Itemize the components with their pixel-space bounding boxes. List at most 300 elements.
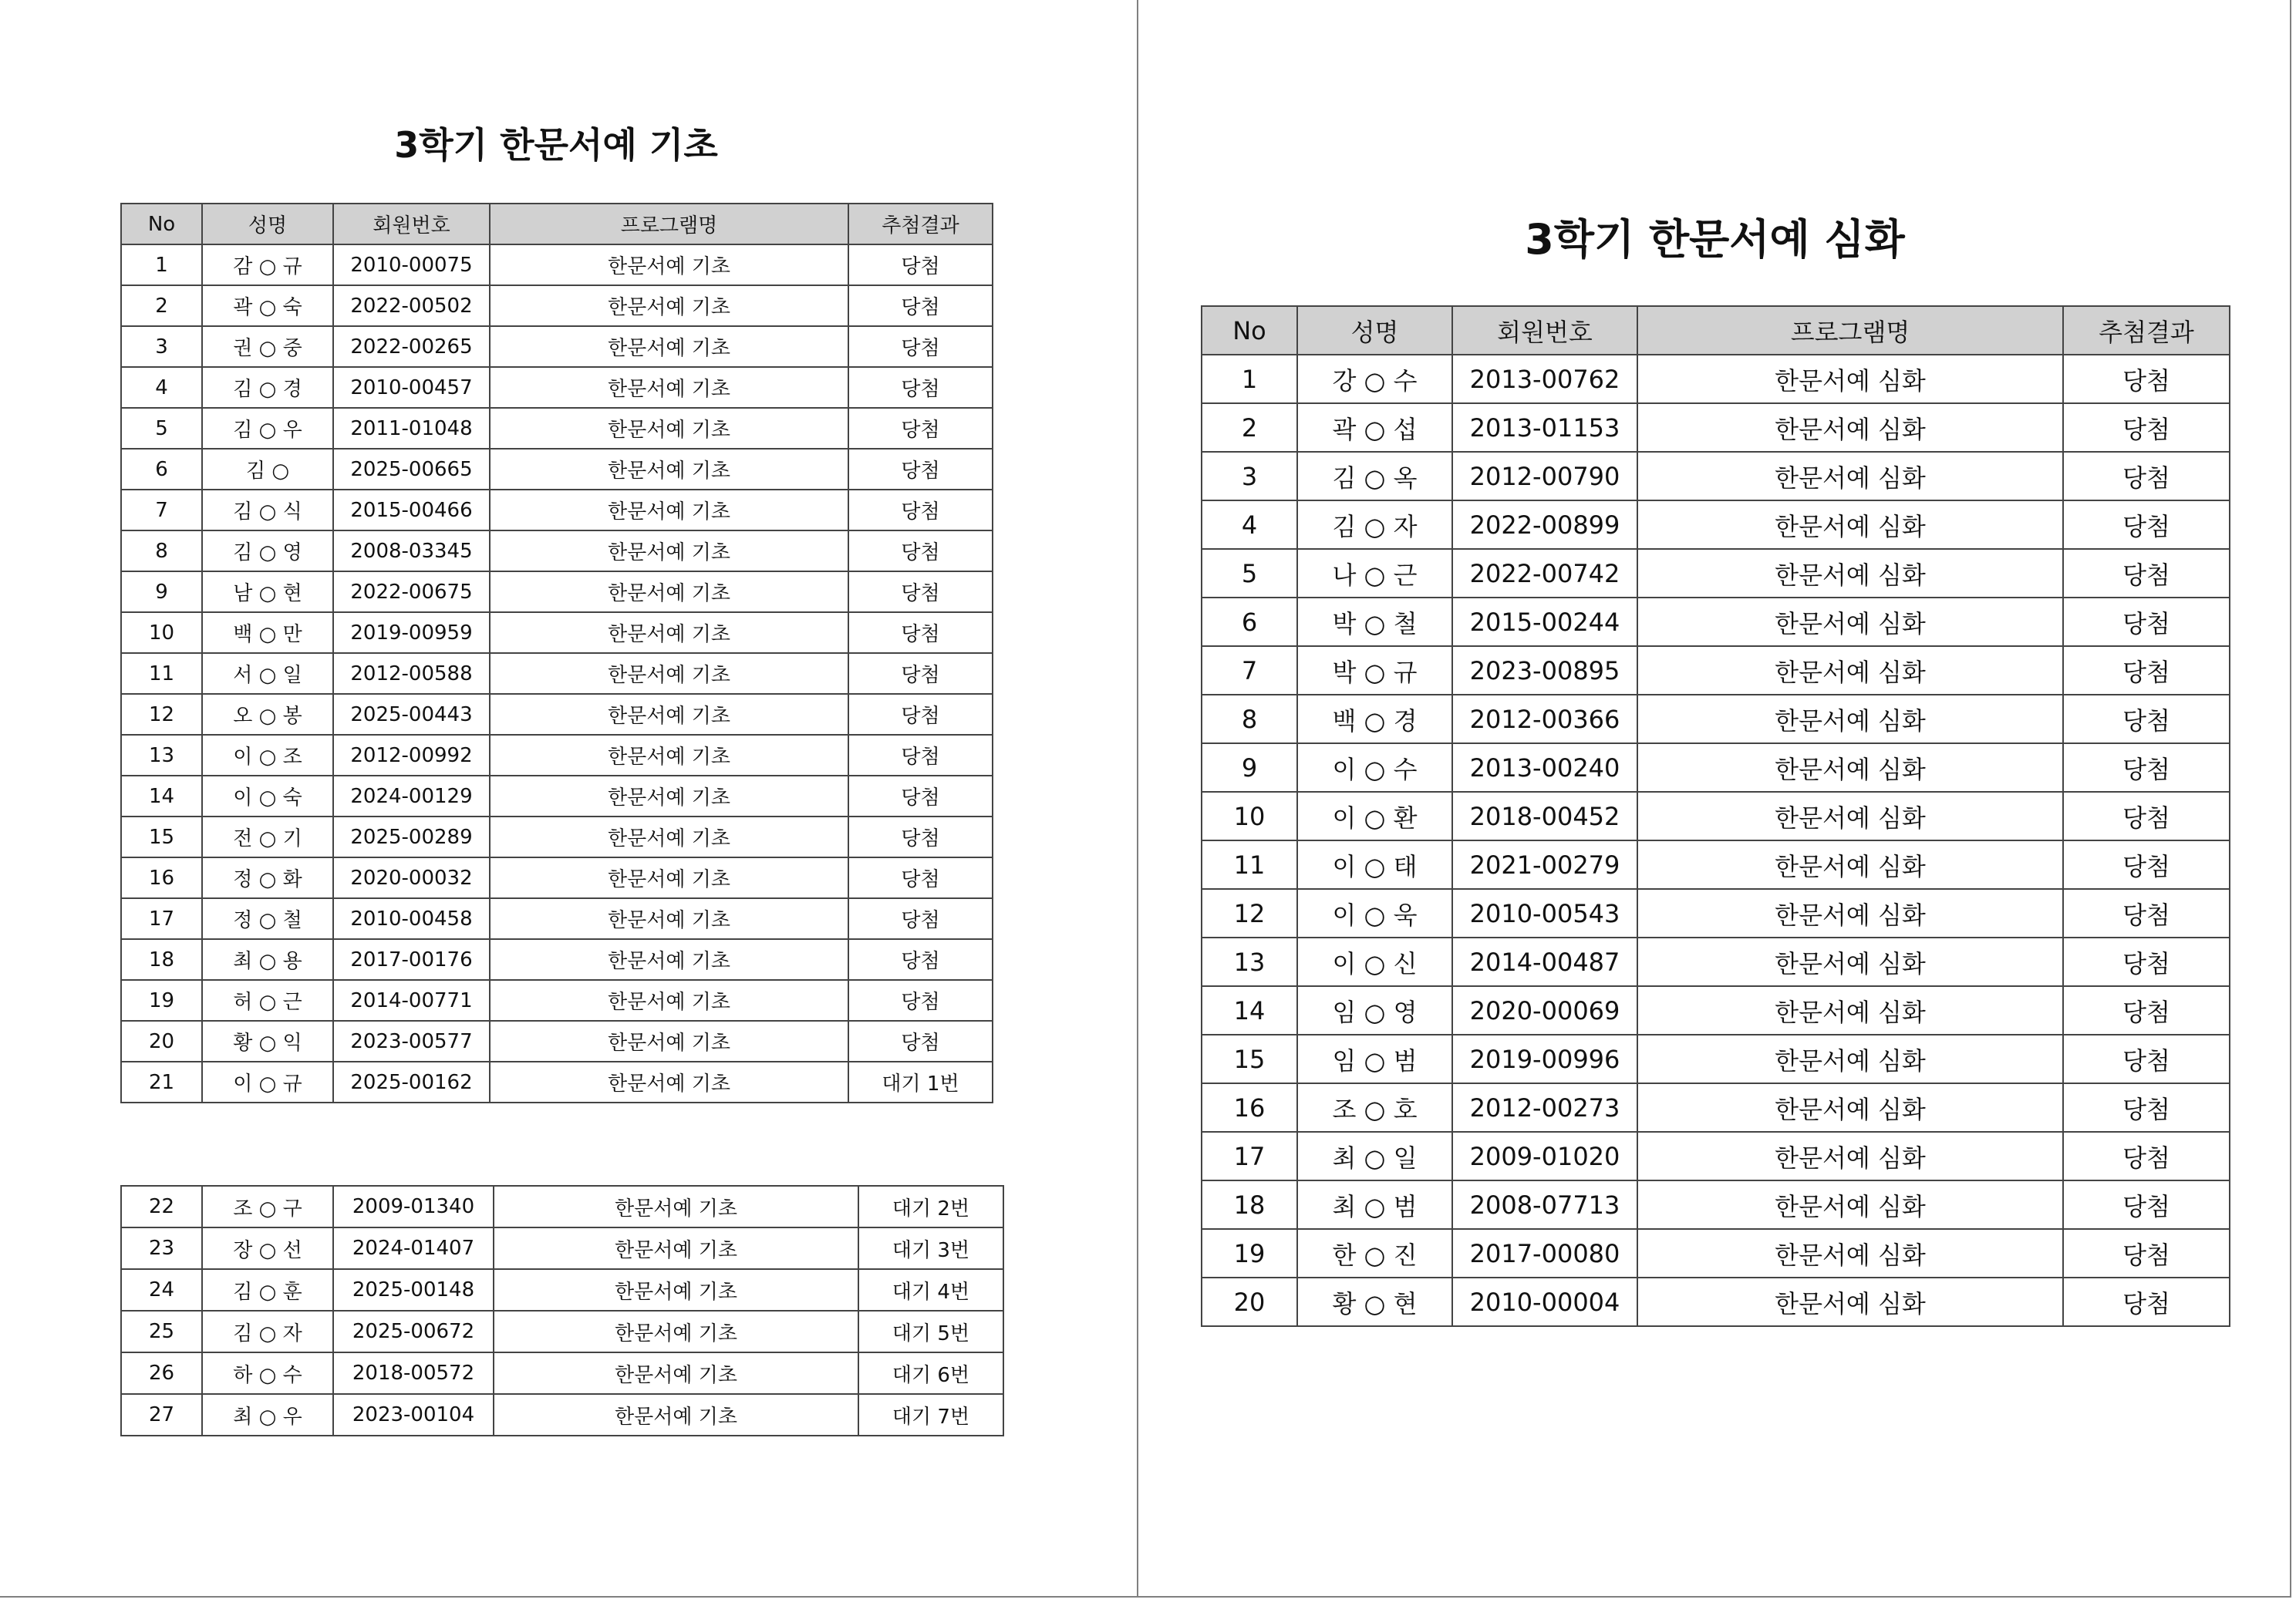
table-row <box>1202 646 2230 695</box>
cell-program: 한문서예 기초 <box>494 1269 858 1311</box>
table-row <box>121 735 993 776</box>
cell-no: 7 <box>121 490 202 530</box>
table-row <box>1202 889 2230 938</box>
cell-member-id: 2023-00104 <box>333 1394 494 1436</box>
cell-result: 당첨 <box>2063 986 2230 1035</box>
cell-member-id: 2025-00665 <box>333 449 490 490</box>
cell-result: 당첨 <box>848 1021 993 1062</box>
basic-results-table <box>120 203 993 1103</box>
table-row <box>1202 743 2230 792</box>
cell-program: 한문서예 기초 <box>490 857 848 898</box>
table-row <box>121 285 993 326</box>
cell-program: 한문서예 기초 <box>490 735 848 776</box>
table-row <box>1202 1229 2230 1278</box>
cell-no: 1 <box>1202 355 1297 403</box>
advanced-results-table <box>1201 305 2230 1327</box>
cell-program: 한문서예 심화 <box>1637 743 2063 792</box>
cell-program: 한문서예 기초 <box>494 1394 858 1436</box>
table-row <box>1202 500 2230 549</box>
cell-result: 당첨 <box>848 530 993 571</box>
table-row <box>121 1021 993 1062</box>
cell-name: 곽 ○ 섭 <box>1297 403 1452 452</box>
header-no: No <box>121 204 202 244</box>
cell-no: 12 <box>121 694 202 735</box>
cell-member-id: 2015-00466 <box>333 490 490 530</box>
cell-program: 한문서예 기초 <box>490 449 848 490</box>
table-row <box>1202 840 2230 889</box>
cell-program: 한문서예 심화 <box>1637 695 2063 743</box>
cell-no: 20 <box>1202 1278 1297 1326</box>
cell-result: 당첨 <box>2063 695 2230 743</box>
cell-no: 16 <box>121 857 202 898</box>
cell-member-id: 2025-00162 <box>333 1062 490 1103</box>
table-row <box>121 1186 1003 1227</box>
cell-no: 2 <box>121 285 202 326</box>
cell-no: 4 <box>121 367 202 408</box>
cell-program: 한문서예 심화 <box>1637 1180 2063 1229</box>
table-row <box>1202 1132 2230 1180</box>
cell-result: 대기 1번 <box>848 1062 993 1103</box>
cell-result: 당첨 <box>848 694 993 735</box>
basic-waitlist-table <box>120 1185 1004 1436</box>
table-row <box>1202 792 2230 840</box>
cell-result: 당첨 <box>848 244 993 285</box>
cell-no: 13 <box>1202 938 1297 986</box>
cell-no: 20 <box>121 1021 202 1062</box>
cell-member-id: 2009-01340 <box>333 1186 494 1227</box>
cell-name: 이 ○ 규 <box>202 1062 333 1103</box>
cell-no: 3 <box>121 326 202 367</box>
cell-name: 김 ○ 영 <box>202 530 333 571</box>
cell-name: 김 ○ <box>202 449 333 490</box>
cell-name: 김 ○ 옥 <box>1297 452 1452 500</box>
cell-no: 27 <box>121 1394 202 1436</box>
cell-name: 이 ○ 신 <box>1297 938 1452 986</box>
cell-no: 14 <box>1202 986 1297 1035</box>
cell-name: 이 ○ 욱 <box>1297 889 1452 938</box>
cell-no: 13 <box>121 735 202 776</box>
cell-no: 8 <box>1202 695 1297 743</box>
table-row <box>1202 598 2230 646</box>
cell-name: 정 ○ 화 <box>202 857 333 898</box>
cell-name: 정 ○ 철 <box>202 898 333 939</box>
cell-result: 당첨 <box>848 898 993 939</box>
cell-member-id: 2022-00742 <box>1452 549 1637 598</box>
cell-result: 당첨 <box>2063 1132 2230 1180</box>
cell-name: 김 ○ 경 <box>202 367 333 408</box>
cell-result: 당첨 <box>2063 355 2230 403</box>
cell-member-id: 2009-01020 <box>1452 1132 1637 1180</box>
cell-result: 대기 7번 <box>858 1394 1003 1436</box>
cell-program: 한문서예 기초 <box>490 408 848 449</box>
cell-name: 감 ○ 규 <box>202 244 333 285</box>
cell-name: 서 ○ 일 <box>202 653 333 694</box>
cell-result: 대기 4번 <box>858 1269 1003 1311</box>
table-row <box>121 1311 1003 1352</box>
cell-program: 한문서예 기초 <box>490 326 848 367</box>
cell-member-id: 2013-00762 <box>1452 355 1637 403</box>
table-row <box>1202 695 2230 743</box>
cell-program: 한문서예 기초 <box>490 898 848 939</box>
cell-result: 당첨 <box>2063 500 2230 549</box>
cell-program: 한문서예 심화 <box>1637 549 2063 598</box>
cell-member-id: 2010-00075 <box>333 244 490 285</box>
cell-member-id: 2013-01153 <box>1452 403 1637 452</box>
table-row <box>121 530 993 571</box>
cell-result: 대기 2번 <box>858 1186 1003 1227</box>
cell-no: 17 <box>121 898 202 939</box>
table-row <box>121 571 993 612</box>
cell-result: 당첨 <box>848 612 993 653</box>
cell-result: 당첨 <box>2063 646 2230 695</box>
cell-result: 당첨 <box>848 939 993 980</box>
cell-result: 당첨 <box>2063 889 2230 938</box>
cell-program: 한문서예 심화 <box>1637 1278 2063 1326</box>
cell-result: 당첨 <box>848 735 993 776</box>
cell-no: 6 <box>121 449 202 490</box>
table-row <box>121 653 993 694</box>
cell-no: 12 <box>1202 889 1297 938</box>
cell-program: 한문서예 기초 <box>490 694 848 735</box>
cell-program: 한문서예 심화 <box>1637 1132 2063 1180</box>
cell-name: 조 ○ 호 <box>1297 1083 1452 1132</box>
cell-program: 한문서예 심화 <box>1637 452 2063 500</box>
cell-program: 한문서예 기초 <box>494 1227 858 1269</box>
table-row <box>121 244 993 285</box>
cell-name: 최 ○ 우 <box>202 1394 333 1436</box>
cell-no: 25 <box>121 1311 202 1352</box>
cell-program: 한문서예 심화 <box>1637 355 2063 403</box>
cell-result: 당첨 <box>2063 1083 2230 1132</box>
table-row <box>121 367 993 408</box>
cell-name: 전 ○ 기 <box>202 817 333 857</box>
cell-member-id: 2024-01407 <box>333 1227 494 1269</box>
cell-name: 이 ○ 태 <box>1297 840 1452 889</box>
cell-result: 당첨 <box>848 571 993 612</box>
cell-result: 당첨 <box>2063 1035 2230 1083</box>
cell-member-id: 2012-00273 <box>1452 1083 1637 1132</box>
table-row <box>121 980 993 1021</box>
table-row <box>121 449 993 490</box>
table-row <box>121 776 993 817</box>
cell-name: 최 ○ 범 <box>1297 1180 1452 1229</box>
cell-program: 한문서예 심화 <box>1637 598 2063 646</box>
cell-no: 16 <box>1202 1083 1297 1132</box>
cell-name: 임 ○ 영 <box>1297 986 1452 1035</box>
cell-program: 한문서예 심화 <box>1637 403 2063 452</box>
basic-results-body <box>121 244 993 1103</box>
cell-member-id: 2017-00080 <box>1452 1229 1637 1278</box>
table-row <box>1202 938 2230 986</box>
cell-no: 23 <box>121 1227 202 1269</box>
cell-name: 남 ○ 현 <box>202 571 333 612</box>
cell-name: 김 ○ 훈 <box>202 1269 333 1311</box>
cell-name: 박 ○ 규 <box>1297 646 1452 695</box>
cell-member-id: 2022-00899 <box>1452 500 1637 549</box>
cell-program: 한문서예 기초 <box>490 490 848 530</box>
advanced-results-body <box>1202 355 2230 1326</box>
cell-member-id: 2023-00577 <box>333 1021 490 1062</box>
cell-result: 대기 5번 <box>858 1311 1003 1352</box>
table-row <box>1202 355 2230 403</box>
table-row <box>121 1394 1003 1436</box>
cell-result: 당첨 <box>848 776 993 817</box>
cell-program: 한문서예 심화 <box>1637 646 2063 695</box>
cell-name: 이 ○ 숙 <box>202 776 333 817</box>
cell-result: 당첨 <box>848 653 993 694</box>
cell-no: 21 <box>121 1062 202 1103</box>
cell-name: 한 ○ 진 <box>1297 1229 1452 1278</box>
cell-program: 한문서예 심화 <box>1637 889 2063 938</box>
header-name: 성명 <box>202 204 333 244</box>
table-row <box>121 817 993 857</box>
cell-name: 최 ○ 용 <box>202 939 333 980</box>
cell-program: 한문서예 기초 <box>490 285 848 326</box>
cell-member-id: 2019-00996 <box>1452 1035 1637 1083</box>
table-header-row <box>1202 306 2230 355</box>
cell-member-id: 2010-00543 <box>1452 889 1637 938</box>
cell-member-id: 2022-00675 <box>333 571 490 612</box>
header-member-id: 회원번호 <box>1452 306 1637 355</box>
cell-member-id: 2018-00452 <box>1452 792 1637 840</box>
cell-result: 당첨 <box>848 490 993 530</box>
cell-member-id: 2008-07713 <box>1452 1180 1637 1229</box>
cell-program: 한문서예 기초 <box>490 367 848 408</box>
cell-result: 당첨 <box>2063 598 2230 646</box>
cell-name: 장 ○ 선 <box>202 1227 333 1269</box>
table-row <box>121 1227 1003 1269</box>
header-member-id: 회원번호 <box>333 204 490 244</box>
cell-name: 허 ○ 근 <box>202 980 333 1021</box>
table-row <box>121 326 993 367</box>
cell-no: 10 <box>121 612 202 653</box>
cell-program: 한문서예 기초 <box>490 1021 848 1062</box>
cell-name: 최 ○ 일 <box>1297 1132 1452 1180</box>
cell-result: 당첨 <box>848 408 993 449</box>
table-row <box>121 490 993 530</box>
cell-no: 5 <box>121 408 202 449</box>
cell-member-id: 2025-00148 <box>333 1269 494 1311</box>
cell-program: 한문서예 심화 <box>1637 1035 2063 1083</box>
cell-name: 백 ○ 만 <box>202 612 333 653</box>
cell-no: 18 <box>1202 1180 1297 1229</box>
advanced-class-title: 3학기 한문서예 심화 <box>1525 215 1905 264</box>
cell-name: 박 ○ 철 <box>1297 598 1452 646</box>
cell-program: 한문서예 심화 <box>1637 500 2063 549</box>
cell-member-id: 2017-00176 <box>333 939 490 980</box>
cell-member-id: 2024-00129 <box>333 776 490 817</box>
table-row <box>1202 549 2230 598</box>
cell-name: 김 ○ 식 <box>202 490 333 530</box>
cell-name: 김 ○ 자 <box>202 1311 333 1352</box>
cell-result: 당첨 <box>2063 938 2230 986</box>
cell-name: 강 ○ 수 <box>1297 355 1452 403</box>
table-row <box>121 1062 993 1103</box>
cell-member-id: 2011-01048 <box>333 408 490 449</box>
cell-program: 한문서예 심화 <box>1637 938 2063 986</box>
cell-program: 한문서예 기초 <box>490 817 848 857</box>
table-row <box>1202 1083 2230 1132</box>
cell-member-id: 2012-00992 <box>333 735 490 776</box>
cell-result: 당첨 <box>2063 1278 2230 1326</box>
cell-no: 14 <box>121 776 202 817</box>
cell-name: 김 ○ 자 <box>1297 500 1452 549</box>
cell-result: 대기 6번 <box>858 1352 1003 1394</box>
cell-result: 당첨 <box>848 367 993 408</box>
cell-no: 10 <box>1202 792 1297 840</box>
cell-name: 곽 ○ 숙 <box>202 285 333 326</box>
table-row <box>121 857 993 898</box>
cell-result: 당첨 <box>2063 1229 2230 1278</box>
cell-name: 나 ○ 근 <box>1297 549 1452 598</box>
cell-member-id: 2010-00457 <box>333 367 490 408</box>
cell-result: 당첨 <box>848 817 993 857</box>
cell-no: 3 <box>1202 452 1297 500</box>
cell-result: 당첨 <box>848 285 993 326</box>
cell-no: 9 <box>1202 743 1297 792</box>
cell-program: 한문서예 기초 <box>494 1352 858 1394</box>
cell-program: 한문서예 기초 <box>490 980 848 1021</box>
cell-member-id: 2022-00502 <box>333 285 490 326</box>
cell-program: 한문서예 심화 <box>1637 840 2063 889</box>
cell-name: 황 ○ 현 <box>1297 1278 1452 1326</box>
cell-name: 이 ○ 환 <box>1297 792 1452 840</box>
table-row <box>121 939 993 980</box>
cell-no: 11 <box>1202 840 1297 889</box>
header-result: 추첨결과 <box>2063 306 2230 355</box>
header-program: 프로그램명 <box>490 204 848 244</box>
table-row <box>1202 452 2230 500</box>
cell-program: 한문서예 기초 <box>490 571 848 612</box>
cell-member-id: 2014-00771 <box>333 980 490 1021</box>
header-name: 성명 <box>1297 306 1452 355</box>
cell-no: 5 <box>1202 549 1297 598</box>
cell-member-id: 2021-00279 <box>1452 840 1637 889</box>
cell-name: 이 ○ 조 <box>202 735 333 776</box>
page-edge-right <box>2290 0 2291 1598</box>
cell-name: 백 ○ 경 <box>1297 695 1452 743</box>
cell-program: 한문서예 기초 <box>490 653 848 694</box>
cell-no: 11 <box>121 653 202 694</box>
cell-result: 당첨 <box>2063 743 2230 792</box>
cell-member-id: 2022-00265 <box>333 326 490 367</box>
cell-member-id: 2025-00672 <box>333 1311 494 1352</box>
table-row <box>1202 1180 2230 1229</box>
cell-program: 한문서예 심화 <box>1637 792 2063 840</box>
cell-member-id: 2010-00458 <box>333 898 490 939</box>
cell-name: 오 ○ 봉 <box>202 694 333 735</box>
table-row <box>1202 986 2230 1035</box>
cell-no: 26 <box>121 1352 202 1394</box>
cell-member-id: 2019-00959 <box>333 612 490 653</box>
cell-no: 6 <box>1202 598 1297 646</box>
cell-result: 당첨 <box>848 449 993 490</box>
cell-member-id: 2008-03345 <box>333 530 490 571</box>
cell-no: 17 <box>1202 1132 1297 1180</box>
table-row <box>121 1352 1003 1394</box>
cell-member-id: 2012-00366 <box>1452 695 1637 743</box>
cell-member-id: 2025-00443 <box>333 694 490 735</box>
header-no: No <box>1202 306 1297 355</box>
table-header-row <box>121 204 993 244</box>
cell-result: 당첨 <box>848 857 993 898</box>
header-result: 추첨결과 <box>848 204 993 244</box>
cell-no: 9 <box>121 571 202 612</box>
cell-result: 대기 3번 <box>858 1227 1003 1269</box>
cell-no: 2 <box>1202 403 1297 452</box>
cell-no: 24 <box>121 1269 202 1311</box>
table-row <box>121 694 993 735</box>
cell-member-id: 2014-00487 <box>1452 938 1637 986</box>
cell-member-id: 2020-00069 <box>1452 986 1637 1035</box>
cell-result: 당첨 <box>2063 549 2230 598</box>
cell-member-id: 2012-00790 <box>1452 452 1637 500</box>
cell-no: 7 <box>1202 646 1297 695</box>
cell-no: 1 <box>121 244 202 285</box>
cell-no: 4 <box>1202 500 1297 549</box>
cell-name: 임 ○ 범 <box>1297 1035 1452 1083</box>
cell-no: 15 <box>1202 1035 1297 1083</box>
cell-result: 당첨 <box>2063 452 2230 500</box>
cell-member-id: 2012-00588 <box>333 653 490 694</box>
cell-member-id: 2018-00572 <box>333 1352 494 1394</box>
cell-program: 한문서예 기초 <box>494 1311 858 1352</box>
cell-name: 김 ○ 우 <box>202 408 333 449</box>
cell-no: 15 <box>121 817 202 857</box>
cell-program: 한문서예 기초 <box>490 776 848 817</box>
basic-waitlist-body <box>121 1186 1003 1436</box>
basic-class-title: 3학기 한문서예 기초 <box>394 124 718 166</box>
cell-member-id: 2010-00004 <box>1452 1278 1637 1326</box>
cell-result: 당첨 <box>848 326 993 367</box>
table-row <box>121 1269 1003 1311</box>
cell-result: 당첨 <box>2063 403 2230 452</box>
cell-no: 19 <box>1202 1229 1297 1278</box>
cell-name: 이 ○ 수 <box>1297 743 1452 792</box>
cell-name: 하 ○ 수 <box>202 1352 333 1394</box>
cell-program: 한문서예 심화 <box>1637 1229 2063 1278</box>
cell-member-id: 2015-00244 <box>1452 598 1637 646</box>
table-row <box>121 612 993 653</box>
cell-member-id: 2020-00032 <box>333 857 490 898</box>
cell-program: 한문서예 기초 <box>490 530 848 571</box>
table-row <box>1202 403 2230 452</box>
header-program: 프로그램명 <box>1637 306 2063 355</box>
cell-member-id: 2025-00289 <box>333 817 490 857</box>
cell-name: 권 ○ 중 <box>202 326 333 367</box>
cell-name: 조 ○ 구 <box>202 1186 333 1227</box>
cell-name: 황 ○ 익 <box>202 1021 333 1062</box>
table-row <box>121 408 993 449</box>
cell-result: 당첨 <box>2063 792 2230 840</box>
cell-program: 한문서예 심화 <box>1637 1083 2063 1132</box>
table-row <box>1202 1035 2230 1083</box>
cell-no: 18 <box>121 939 202 980</box>
cell-program: 한문서예 심화 <box>1637 986 2063 1035</box>
cell-member-id: 2013-00240 <box>1452 743 1637 792</box>
cell-result: 당첨 <box>848 980 993 1021</box>
cell-result: 당첨 <box>2063 1180 2230 1229</box>
cell-result: 당첨 <box>2063 840 2230 889</box>
cell-no: 22 <box>121 1186 202 1227</box>
table-row <box>1202 1278 2230 1326</box>
cell-no: 19 <box>121 980 202 1021</box>
page-edge-bottom <box>0 1596 2291 1598</box>
cell-program: 한문서예 기초 <box>494 1186 858 1227</box>
cell-member-id: 2023-00895 <box>1452 646 1637 695</box>
page-divider <box>1137 0 1138 1598</box>
cell-program: 한문서예 기초 <box>490 939 848 980</box>
